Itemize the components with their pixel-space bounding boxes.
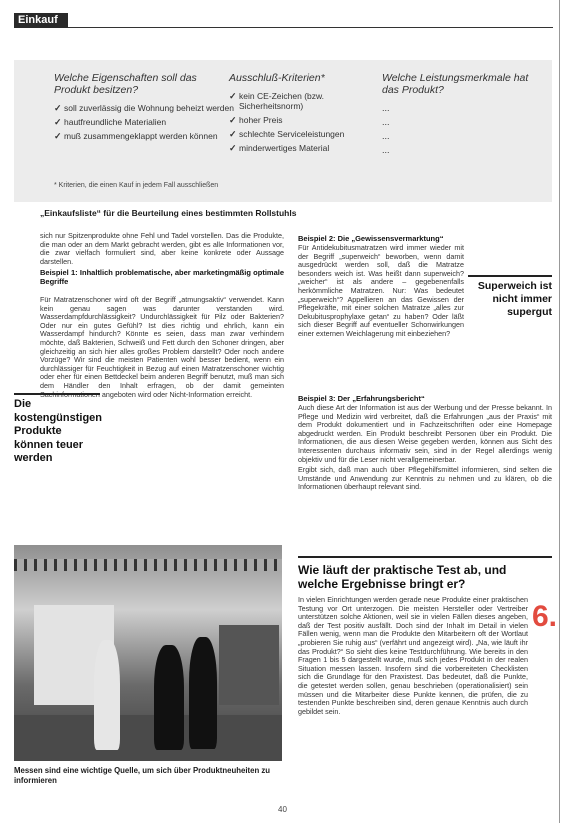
checklist-heading: Welche Leistungsmerkmale hat das Produkt?	[382, 72, 529, 96]
photo-booth-dark	[219, 625, 279, 705]
checklist-item: ✓ muß zusammengeklappt werden können	[54, 131, 218, 141]
checklist-placeholder: ...	[382, 145, 390, 155]
section-tab: Einkauf	[14, 13, 68, 28]
photo-truss	[14, 559, 282, 571]
section-6-body	[298, 596, 528, 796]
checklist-caption: „Einkaufsliste“ für die Beurteilung eines bestimmten Rollstuhls	[40, 208, 297, 218]
check-icon: ✓	[229, 129, 237, 139]
example-1-heading: Beispiel 1: Inhaltlich problematische, aber marketingmäßig optimale Begriffe	[40, 268, 284, 287]
checklist-panel	[14, 60, 552, 202]
photo-person	[154, 645, 184, 750]
page-number: 40	[278, 805, 287, 814]
check-icon: ✓	[229, 115, 237, 125]
summary-paragraph: Ergibt sich, daß man auch über Pflegehilfsmittel informieren, sind selten die Umstände und Anwendung zur Kenntnis zu nehmen und zu klären, ob die Informationen überhaupt relevant sind.	[298, 465, 552, 492]
checklist-placeholder: ...	[382, 117, 390, 127]
checklist-heading: Ausschluß-Kriterien*	[229, 72, 325, 84]
checklist-column-features	[382, 72, 532, 159]
example-3-heading: Beispiel 3: Der „Erfahrungsbericht“	[298, 394, 425, 403]
checklist-heading: Welche Eigenschaften soll das Produkt besitzen?	[54, 72, 197, 96]
check-icon: ✓	[229, 91, 237, 101]
photo-person	[189, 637, 217, 749]
intro-paragraph: sich nur Spitzenprodukte ohne Fehl und Tadel vorstellen. Das die Produkte, die man oder an dem Markt gebracht werden, gibt es alle Informationen vor, die zwar vielfach formuliert sind, aber keine konkrete oder Aussage darstellen.	[40, 231, 284, 266]
example-3-paragraph: Auch diese Art der Information ist aus der Werbung und der Presse bekannt. In Pflege und Medizin wird verbreitet, daß die Erfahrungen „aus der Praxis“ mit dem Produkt dokumentiert und in Fachzeitschriften oder eine Homepage abgedruckt werden. Ein Produkt beschreibt Personen über ein Produkt. Die Informationen, die aus diesen Weise gegeben werden, können aus Sicht des Interessenten durchaus informativ sein, sind in der Regel allerdings wenig objektiv und für die Leser nicht verallgemeinerbar.	[298, 403, 552, 464]
header-rule	[68, 27, 553, 28]
check-icon: ✓	[54, 117, 62, 127]
example-1-paragraph: Für Matratzenschoner wird oft der Begriff „atmungsaktiv“ verwendet. Kann kein genau sagen was darunter verstanden wird. Wasserdampfdurchlässigkeit? Undurchlässigkeit für Pilz oder Bakterien? Oder nur ein gutes Gefühl? Ist dies richtig und ehrlich, kann ein Wasserdampf hindurch? Könnte es seien, dass man zwar verhindern möchte, daß Bakterien, Schweiß und Fett durch den Schoner dringen, aber gleichzeitig an sich hier alles großes Problem darstellt? Oder noch andere Vorzüge? Wir sind die meisten Patienten wohl besser bedient, wenn ein durchlässiger für Feuchtigkeit in Bezug auf einen Matratzenschoner wichtig oder eher für einen Bettdeckel beim anderen Begriff benutzt, muß man sich dem Händler den Inhalt erfragen, ob der damit gemeinten Sachinformationen angeboten wird oder Nicht-Information erreicht.	[40, 296, 284, 399]
trade-fair-photo	[14, 545, 282, 761]
photo-caption: Messen sind eine wichtige Quelle, um sich über Produktneuheiten zu informieren	[14, 766, 271, 785]
page-edge-rule	[559, 0, 560, 823]
section-6-number: 6.	[532, 600, 558, 633]
example-2-paragraph: Für Antidekubitusmatratzen wird immer wieder mit der Begriff „superweich“ beworben, wenn damit ausgedrückt werden soll, daß die Matratze besonders weich ist. Was heißt dann superweich? „weicher“ ist als andere – gegebenenfalls herkömmliche Matratzen. Nur: Was bedeutet „superweich“? Appellieren an das Gewissen der Pflegekräfte, mit einer solchen Matratze „alles zur Dekubitusprophylaxe getan“ zu haben? Oder läßt sich dieser Begriff auf eventueller Schonwirkungen einer externen Weichlagerung mit einbeziehen?	[298, 243, 464, 338]
checklist-item: ✓ schlechte Serviceleistungen	[229, 129, 345, 139]
section-6-paragraph: In vielen Einrichtungen werden gerade neue Produkte einer praktischen Testung vor Ort unterzogen. Die meisten Hersteller oder Vertreiber unterstützen solche Aktionen, weil sie in vielen Fällen dieses angeben, daß der Test positiv ausfällt. Doch sind der Inhalt im Detail in vielen Fällen wenig, wenn man die Produkte den Mitarbeitern oft der Wortlaut „probieren Sie ruhig aus“ (verfährt und angezeigt wird). „Na, wie läuft ihr das Produkt?“ So sieht dies keine Testdurchführung. Wie bereits in den Fragen 1 bis 5 dargestellt wurde, muß sich jedes Produkt in der realen Situation messen lassen. Insofern sind die vorbereiteten Checklisten sich die Grundlage für den Praxistest. Das bedeutet, daß die Punkte, die getestet werden sollen, genau beschrieben (operationalisiert) sein müssen und die Mitarbeiter diese Punkte kennen, die prüfen, die zu testenden Punkte beschreiben sind, deren genaue Kenntnis auch durch gebildet sein.	[298, 596, 528, 716]
checklist-item: ✓ hoher Preis	[229, 115, 283, 125]
check-icon: ✓	[229, 143, 237, 153]
checklist-item: ✓ minderwertiges Material	[229, 143, 330, 153]
checklist-item: ✓ soll zuverlässig die Wohnung beheizt werden	[54, 103, 234, 113]
photo-floor	[14, 715, 282, 761]
checklist-item: ✓ hautfreundliche Materialien	[54, 117, 167, 127]
checklist-footnote: * Kriterien, die einen Kauf in jedem Fall ausschließen	[54, 182, 219, 189]
pull-quote-superweich: Superweich ist nicht immer supergut	[468, 275, 552, 319]
checklist-placeholder: ...	[382, 103, 390, 113]
right-column-middle	[298, 392, 552, 552]
check-icon: ✓	[54, 131, 62, 141]
photo-person	[94, 640, 120, 750]
pull-quote-cost: Die kostengünstigen Produkte können teuer werden	[14, 393, 100, 466]
section-6-title: Wie läuft der praktische Test ab, und welche Ergebnisse bringt er?	[298, 563, 507, 591]
checklist-item: ✓ kein CE-Zeichen (bzw. Sicherheitsnorm)	[229, 91, 325, 111]
right-column-top	[298, 232, 464, 392]
check-icon: ✓	[54, 103, 62, 113]
example-2-heading: Beispiel 2: Die „Gewissensvermarktung“	[298, 234, 444, 243]
section-rule	[298, 556, 552, 558]
checklist-column-exclusions	[229, 72, 389, 157]
checklist-column-properties	[54, 72, 234, 145]
checklist-placeholder: ...	[382, 131, 390, 141]
left-column-top	[40, 232, 284, 287]
